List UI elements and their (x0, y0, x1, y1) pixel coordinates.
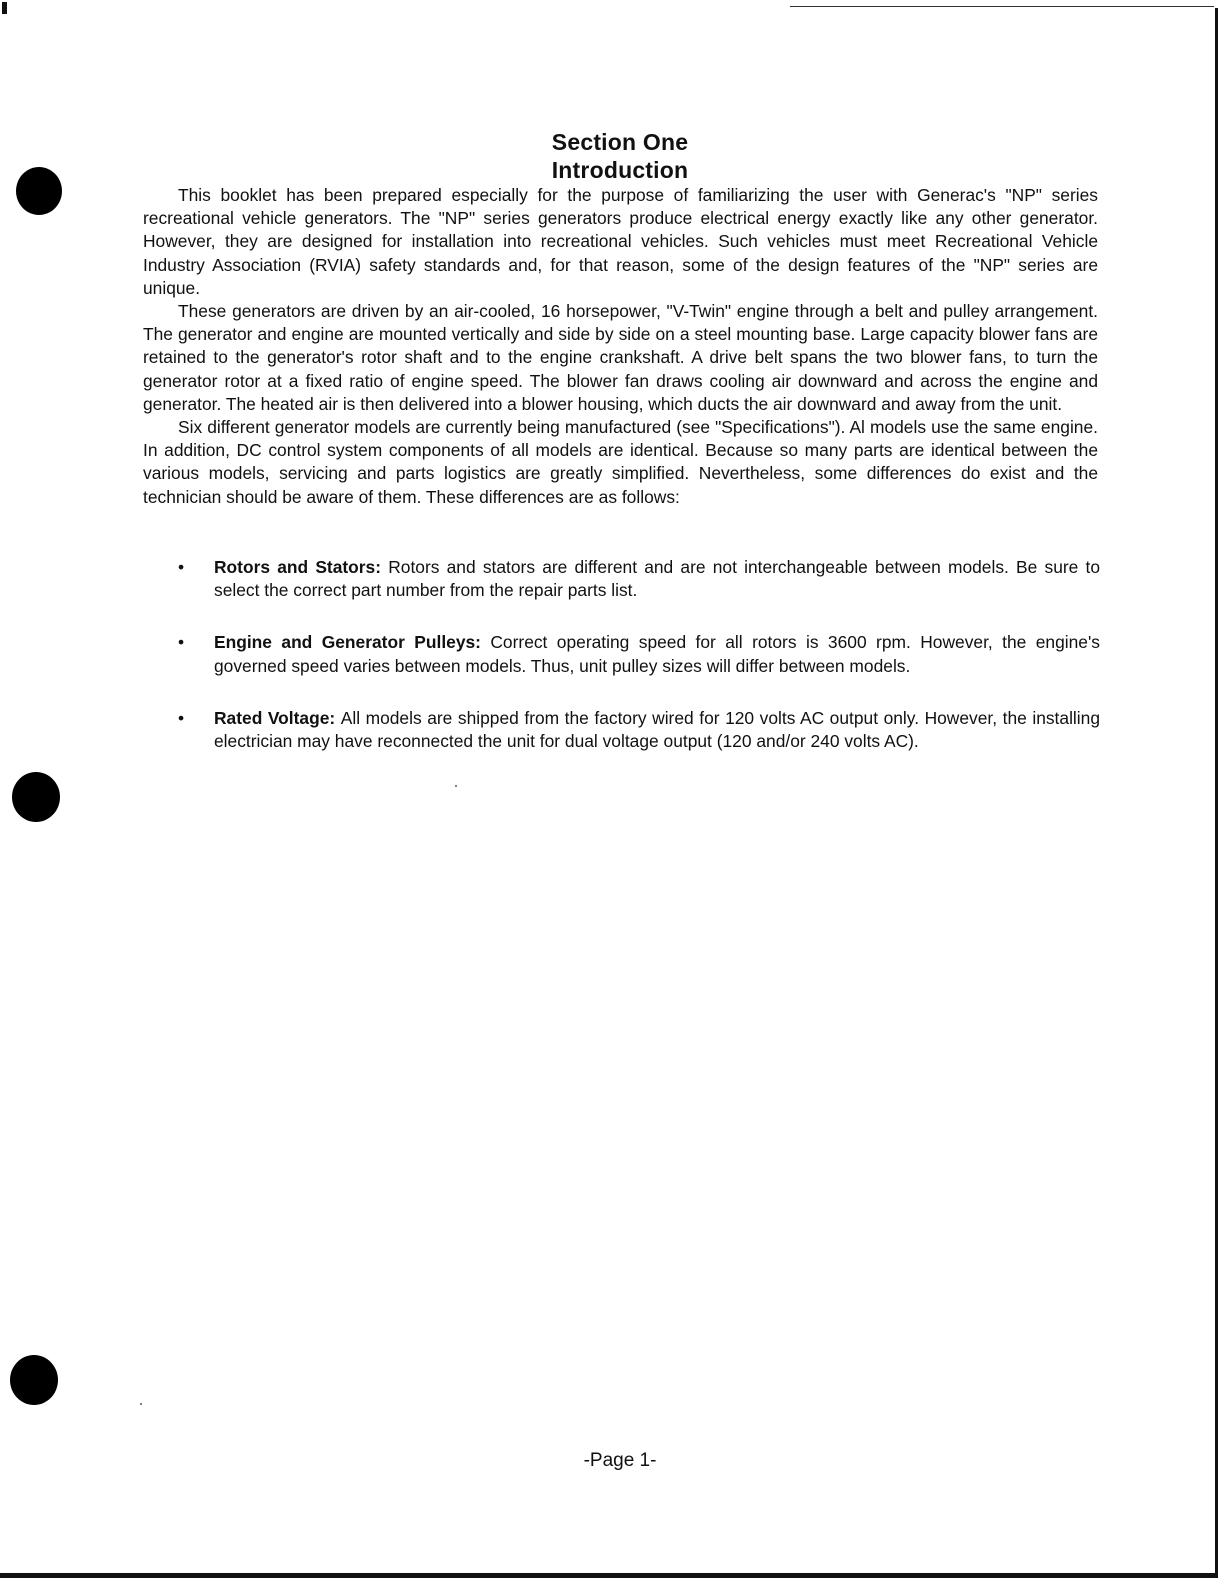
bullet-term: Rotors and Stators: (214, 557, 389, 577)
bullet-text: Correct operating speed for all rotors is 3600 rpm. However, the engine's governed speed varies between models. Thus, unit pulley sizes will differ between models. (214, 632, 1100, 676)
corner-mark (2, 2, 7, 14)
paragraph-3: Six different generator models are currently being manufactured (see "Specifications"). Al models use the same engine. In addition, DC control system components of all models are identical. Because so many parts are identical between the various models, servicing and parts logistics are greatly simplified. Nevertheless, some differences do exist and the technician should be aware of them. These differences are as follows: (143, 417, 1098, 507)
scan-speck (140, 1403, 142, 1405)
scan-edge-right (1215, 8, 1218, 1574)
bullet-text: All models are shipped from the factory wired for 120 volts AC output only. However, the installing electrician may have reconnected the unit for dual voltage output (120 and/or 240 volts AC). (214, 707, 1100, 752)
scan-edge-top (790, 6, 1214, 7)
section-title: Introduction (551, 157, 689, 183)
bullet-term: Rated Voltage: (214, 707, 341, 728)
scan-speck (455, 785, 457, 787)
section-label: Section One (551, 129, 689, 155)
bullet-icon: • (178, 632, 185, 653)
paragraph-1: This booklet has been prepared especially for the purpose of familiarizing the user with Generac's "NP" series recreational vehicle generators. The "NP" series generators produce electrical energy exactly like any other generator. However, they are designed for installation into recreational vehicles. Such vehicles must meet Recreational Vehicle Industry Association (RVIA) safety standards and, for that reason, some of the design features of the "NP" series are unique. (143, 185, 1098, 298)
list-item-pulleys (178, 631, 1100, 677)
paragraph-2: These generators are driven by an air-cooled, 16 horsepower, "V-Twin" engine through a belt and pulley arrangement. The generator and engine are mounted vertically and side by side on a steel mounting base. Large capacity blower fans are retained to the generator's rotor shaft and to the engine crankshaft. A drive belt spans the two blower fans, to turn the generator rotor at a fixed ratio of engine speed. The blower fan draws cooling air downward and across the engine and generator. The heated air is then delivered into a blower housing, which ducts the air downward and away from the unit. (143, 301, 1098, 414)
scan-edge-bottom (0, 1573, 1218, 1578)
bullet-text: Rotors and stators are different and are not interchangeable between models. Be sure to select the correct part number from the repair parts list. (214, 557, 1101, 601)
bullet-icon: • (178, 557, 185, 577)
differences-list (178, 556, 1100, 782)
page-number: -Page 1- (583, 1450, 657, 1471)
bullet-term: Engine and Generator Pulleys: (214, 632, 491, 653)
bullet-icon: • (178, 707, 185, 728)
list-item-rotors-stators (178, 556, 1100, 602)
punch-hole-middle (12, 772, 60, 822)
list-item-rated-voltage (178, 707, 1100, 753)
punch-hole-bottom (10, 1355, 58, 1405)
intro-body (143, 184, 1098, 509)
